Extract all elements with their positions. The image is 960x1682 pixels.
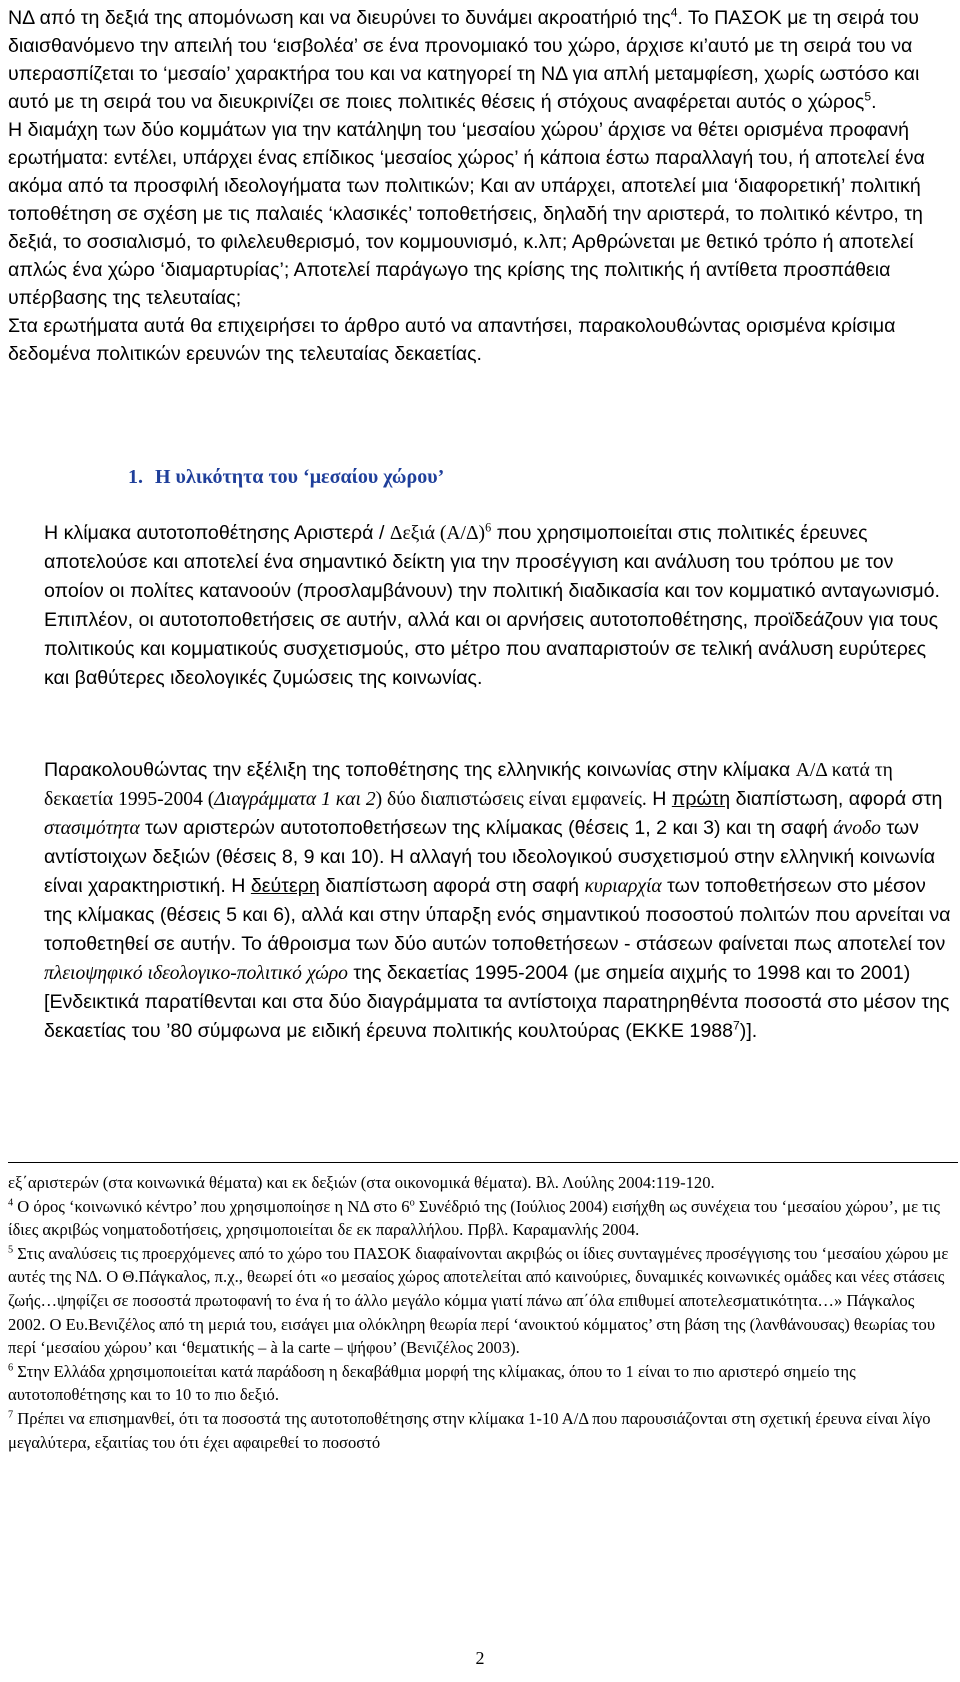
- section-heading: [128, 466, 444, 489]
- footnote-ref-5[interactable]: 5: [864, 89, 872, 104]
- page-number: 2: [475, 1648, 485, 1668]
- footnote-continued: εξ΄αριστερών (στα κοινωνικά θέματα) και εκ δεξιών (στα οικονομικά θέματα). Βλ. Λούλης 2004:119-120.: [8, 1173, 715, 1192]
- footnote-6: $^6$ Στην Ελλάδα χρησιμοποιείται κατά παράδοση η δεκαβάθμια μορφή της κλίμακας, όπου το 1 είναι το πιο αριστερό σημείο της αυτοτοποθέτησης και το 10 το πιο δεξιό.: [8, 1361, 856, 1405]
- footnote-separator: [8, 1162, 958, 1163]
- intro-paragraph: ΝΔ από τη δεξιά της απομόνωση και να διευρύνει το δυνάμει ακροατήριό της$^4$. Το ΠΑΣΟΚ με τη σειρά του διαισθανόμενο την απειλή του ‘εισβολέα’ σε ένα προνομιακό του χώρο, άρχισε κι’αυτό με τη σειρά του να υπερασπίζεται το ‘μεσαίο’ χαρακτήρα του και να κατηγορεί τη ΝΔ για απλή μεταμφίεση, χωρίς ωστόσο και αυτό με τη σειρά του να διευκρινίζει σε ποιες πολιτικές θέσεις ή στόχους αναφέρεται αυτός ο χώρος$^5$.: [8, 5, 920, 113]
- trend-paragraph: Παρακολουθώντας την εξέλιξη της τοποθέτησης της ελληνικής κοινωνίας στην κλίμακα Α/Δ κατά τη δεκαετία 1995-2004 (Διαγράμματα 1 και 2) δύο διαπιστώσεις είναι εμφανείς. Η πρώτη διαπίστωση, αφορά στη στασιμότητα των αριστερών αυτοτοποθετήσεων της κλίμακας (θέσεις 1, 2 και 3) και τη σαφή άνοδο των αντίστοιχων δεξιών (θέσεις 8, 9 και 10). Η αλλαγή του ιδεολογικού συσχετισμού στην ελληνική κοινωνία είναι χαρακτηριστική. Η δεύτερη διαπίστωση αφορά στη σαφή κυριαρχία των τοποθετήσεων στο μέσον της κλίμακας (θέσεις 5 και 6), αλλά και στην ύπαρξη ενός σημαντικού ποσοστού πολιτών που αρνείται να τοποθετηθεί σε αυτήν. Το άθροισμα των δύο αυτών τοποθετήσεων - στάσεων φαίνεται πως αποτελεί τον πλειοψηφικό ιδεολογικο-πολιτικό χώρο της δεκαετίας 1995-2004 (με σημεία αιχμής το 1998 και το 2001) [Ενδεικτικά παρατίθενται και στα δύο διαγράμματα τα αντίστοιχα παρατηρηθέντα ποσοστά στο μέσον της δεκαετίας του ’80 σύμφωνα με ειδική έρευνα πολιτικής κουλτούρας (ΕΚΚΕ 1988$^7$)].: [44, 759, 951, 1042]
- footnote-7: $^7$ Πρέπει να επισημανθεί, ότι τα ποσοστά της αυτοτοποθέτησης στην κλίμακα 1-10 Α/Δ που παρουσιάζονται στη σχετική έρευνα είναι λίγο μεγαλύτερα, εξαιτίας του ότι έχει αφαιρεθεί το ποσοστό: [8, 1408, 931, 1452]
- footnotes: [8, 1171, 952, 1454]
- aim-paragraph: Στα ερωτήματα αυτά θα επιχειρήσει το άρθρο αυτό να απαντήσει, παρακολουθώντας ορισμένα κρίσιμα δεδομένα πολιτικών ερευνών της τελευταίας δεκαετίας.: [8, 315, 896, 365]
- footnote-ref-7[interactable]: 7: [733, 1018, 740, 1033]
- footnote-4: $^4$ Ο όρος ‘κοινωνικό κέντρο’ που χρησιμοποίησε η ΝΔ στο $6^o$ Συνέδριό της (Ιούλιος 2004) εισήχθη ως συνέχεια του ‘μεσαίου χώρου’, με τις ίδιες ακριβώς νοηματοδοτήσεις, χρησιμοποιείται δε εκ παραλλήλου. Πρβλ. Καραμανλής 2004.: [8, 1196, 940, 1240]
- footnote-ref-4[interactable]: 4: [670, 5, 678, 20]
- scale-paragraph: Η κλίμακα αυτοτοποθέτησης Αριστερά / Δεξιά $(A/\Delta)^6$ που χρησιμοποιείται στις πολιτικές έρευνες αποτελούσε και αποτελεί ένα σημαντικό δείκτη για την προσέγγιση και ανάλυση του τρόπου με τον οποίον οι πολίτες κατανοούν (προσλαμβάνουν) την πολιτική διαδικασία και τον κομματικό ανταγωνισμό. Επιπλέον, οι αυτοτοποθετήσεις σε αυτήν, αλλά και οι αρνήσεις αυτοτοποθέτησης, προϊδεάζουν για τους πολιτικούς και κομματικούς συσχετισμούς, στο μέτρο που αναπαριστούν σε τελική ανάλυση ευρύτερες και βαθύτερες ιδεολογικές ζυμώσεις της κοινωνίας.: [44, 520, 941, 689]
- questions-paragraph: Η διαμάχη των δύο κομμάτων για την κατάληψη του ‘μεσαίου χώρου’ άρχισε να θέτει ορισμένα προφανή ερωτήματα: εντέλει, υπάρχει ένας επίδικος ‘μεσαίος χώρος’ ή κάποια έστω παραλλαγή του, ή αποτελεί ένα ακόμα από τα προσφιλή ιδεολογήματα των πολιτικών; Και αν υπάρχει, αποτελεί μια ‘διαφορετική’ πολιτική τοποθέτηση σε σχέση με τις παλαιές ‘κλασικές’ τοποθετήσεις, δηλαδή την αριστερά, το πολιτικό κέντρο, τη δεξιά, το σοσιαλισμό, το φιλελευθερισμό, τον κομμουνισμό, κ.λπ; Αρθρώνεται με θετικό τρόπο ή αποτελεί απλώς ένα χώρο ‘διαμαρτυρίας’; Αποτελεί παράγωγο της κρίσης της πολιτικής ή αντίθετα προσπάθεια υπέρβασης της τελευταίας;: [8, 119, 925, 309]
- intro-text: [8, 4, 952, 368]
- footnote-ref-6[interactable]: 6: [485, 520, 492, 535]
- section-title: Η υλικότητα του ‘μεσαίου χώρου’: [155, 466, 445, 488]
- footnote-5: $^5$ Στις αναλύσεις τις προερχόμενες από το χώρο του ΠΑΣΟΚ διαφαίνονται ακριβώς οι ίδιες συνταγμένες προσέγγισης του ‘μεσαίου χώρου με αυτές της ΝΔ. Ο Θ.Πάγκαλος, π.χ., θεωρεί ότι «ο μεσαίος χώρος αποτελείται από καινούριες, δυναμικές κοινωνικές ομάδες και νέες στάσεις ζωής…ψηφίζει σε ποσοστά πρωτοφανή το ένα ή το άλλο μεγάλο κόμμα γιατί πάνω απ΄όλα επιθυμεί αποτελεσματικότητα…» Πάγκαλος 2002. Ο Ευ.Βενιζέλος από τη μεριά του, εισάγει μια ολόκληρη θεωρία περί ‘ανοικτού κόμματος’ στη βάση της (λανθάνουσας) θεωρίας του περί ‘μεσαίου χώρου’ και ‘θεματικής – à la carte – ψήφου’ (Βενιζέλος 2003).: [8, 1243, 949, 1358]
- section-number: 1.: [128, 466, 143, 488]
